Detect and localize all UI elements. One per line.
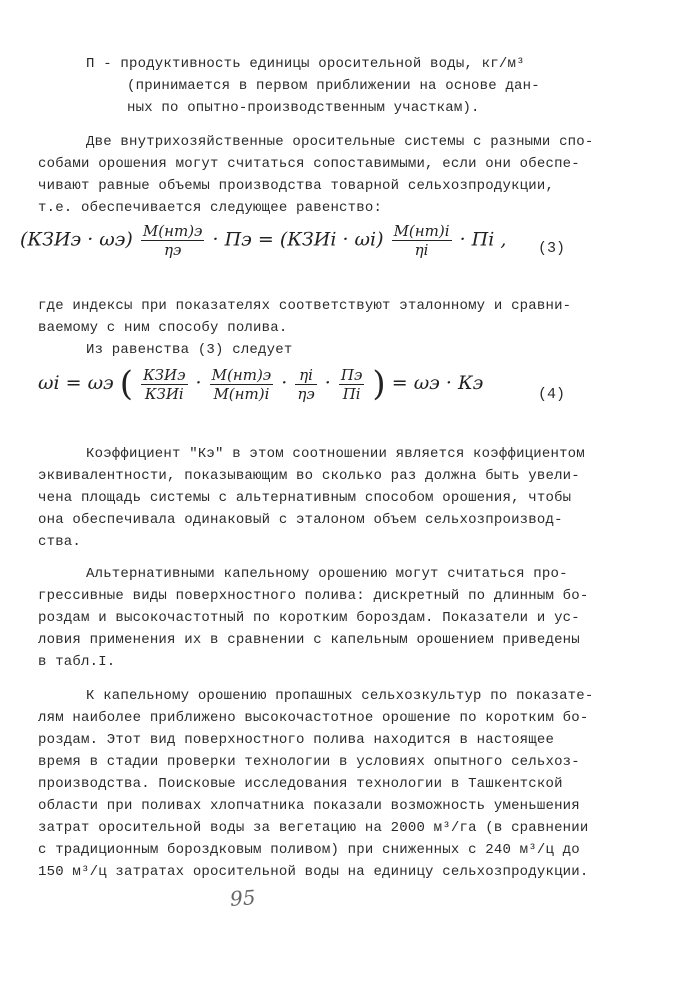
equation-3-number: (3) (538, 240, 566, 257)
equation-4-number: (4) (538, 386, 566, 403)
paragraph-5-line-6: области при поливах хлопчатника показали возможность уменьшения (38, 798, 580, 814)
equation-4 (38, 364, 483, 404)
page-number: 95 (229, 885, 257, 911)
paragraph-3-line-2: эквивалентности, показывающим во сколько раз должна быть увели- (38, 468, 580, 484)
eq3-lhs-numerator: М(нт)э (142, 222, 203, 240)
definition-line-2: (принимается в первом приближении на основе дан- (127, 78, 540, 94)
paragraph-4-line-5: в табл.I. (38, 654, 116, 670)
paragraph-2-line-1: где индексы при показателях соответствуют эталонному и сравни- (38, 298, 572, 314)
paragraph-5-line-2: лям наиболее приближено высокочастотное орошение по коротким бо- (38, 710, 589, 726)
paragraph-5-line-3: роздам. Этот вид поверхностного полива находится в настоящее (38, 732, 555, 748)
eq3-rhs-tail: · Пi , (459, 228, 507, 251)
eq3-lhs-denominator: ηэ (163, 241, 182, 259)
eq4-f1-denominator: КЗИi (144, 384, 184, 403)
paragraph-4-line-3: роздам и высокочастотный по коротким бороздам. Показатели и ус- (38, 610, 580, 626)
paragraph-3-line-1: Коэффициент "Кэ" в этом соотношении является коэффициентом (86, 446, 585, 462)
eq4-f3-numerator: ηi (295, 366, 316, 385)
eq4-f3-denominator: ηэ (297, 384, 315, 403)
eq4-f2-denominator: М(нт)i (213, 384, 270, 403)
eq4-f4-denominator: Пi (342, 384, 361, 403)
paragraph-1-line-1: Две внутрихозяйственные оросительные системы с разными спо- (86, 134, 594, 150)
paragraph-5-line-7: затрат оросительной воды за вегетацию на 2000 м³/га (в сравнении (38, 820, 589, 836)
paragraph-5-line-4: время в стадии проверки технологии в условиях опытного сельхоз- (38, 754, 580, 770)
paragraph-2-line-2: ваемому с ним способу полива. (38, 320, 288, 336)
eq3-rhs-numerator: М(нт)i (393, 222, 450, 240)
eq3-lhs-fraction (141, 222, 205, 259)
paragraph-5-line-1: К капельному орошению пропашных сельхозкультур по показате- (86, 688, 594, 704)
eq4-fraction-2 (210, 366, 274, 403)
eq4-open-paren: ( (119, 364, 134, 404)
eq4-f1-numerator: КЗИэ (143, 365, 186, 384)
eq3-rhs-fraction (392, 222, 452, 259)
equation-3 (20, 222, 506, 259)
eq4-lhs: ωi = ωэ (38, 372, 114, 394)
eq4-fraction-4 (339, 366, 364, 403)
paragraph-4-line-4: ловия применения их в сравнении с капельным орошением приведены (38, 632, 580, 648)
eq4-dot-2: · (281, 372, 288, 394)
paragraph-1-line-4: т.е. обеспечивается следующее равенство: (38, 200, 383, 216)
paragraph-5-line-8: с традиционным бороздковым поливом) при сниженных с 240 м³/ц до (38, 842, 580, 858)
paragraph-3-line-4: она обеспечивала одинаковый с эталоном объем сельхозпроизвод- (38, 512, 563, 528)
eq4-f2-numerator: М(нт)э (211, 365, 272, 384)
paragraph-1-line-2: собами орошения могут считаться сопоставимыми, если они обеспе- (38, 156, 580, 172)
eq3-lhs-paren: (КЗИэ · ωэ) (20, 228, 133, 251)
definition-line-3: ных по опытно-производственным участкам). (127, 100, 480, 116)
eq4-fraction-1 (141, 366, 187, 403)
eq3-lhs-tail: · Пэ = (212, 228, 274, 251)
eq4-dot-1: · (195, 372, 202, 394)
eq4-fraction-3 (295, 366, 316, 403)
eq4-f4-numerator: Пэ (340, 365, 363, 384)
eq3-rhs-paren: (КЗИi · ωi) (279, 228, 384, 251)
paragraph-5-line-9: 150 м³/ц затратах оросительной воды на единицу сельхозпродукции. (38, 864, 589, 880)
paragraph-4-line-2: грессивные виды поверхностного полива: дискретный по длинным бо- (38, 588, 589, 604)
definition-line-1: П - продуктивность единицы оросительной воды, кг/м³ (86, 56, 525, 72)
eq4-dot-3: · (324, 372, 331, 394)
from-equation-line: Из равенства (3) следует (86, 342, 293, 358)
eq4-rhs: = ωэ · Кэ (391, 372, 484, 394)
eq3-rhs-denominator: ηi (414, 241, 429, 259)
paragraph-3-line-3: чена площадь системы с альтернативным способом орошения, чтобы (38, 490, 572, 506)
paragraph-5-line-5: производства. Поисковые исследования технологии в Ташкентской (38, 776, 563, 792)
paragraph-4-line-1: Альтернативными капельному орошению могут считаться про- (86, 566, 568, 582)
eq4-close-paren: ) (372, 364, 386, 404)
paragraph-1-line-3: чивают равные объемы производства товарной сельхозпродукции, (38, 178, 555, 194)
paragraph-3-line-5: ства. (38, 534, 82, 550)
